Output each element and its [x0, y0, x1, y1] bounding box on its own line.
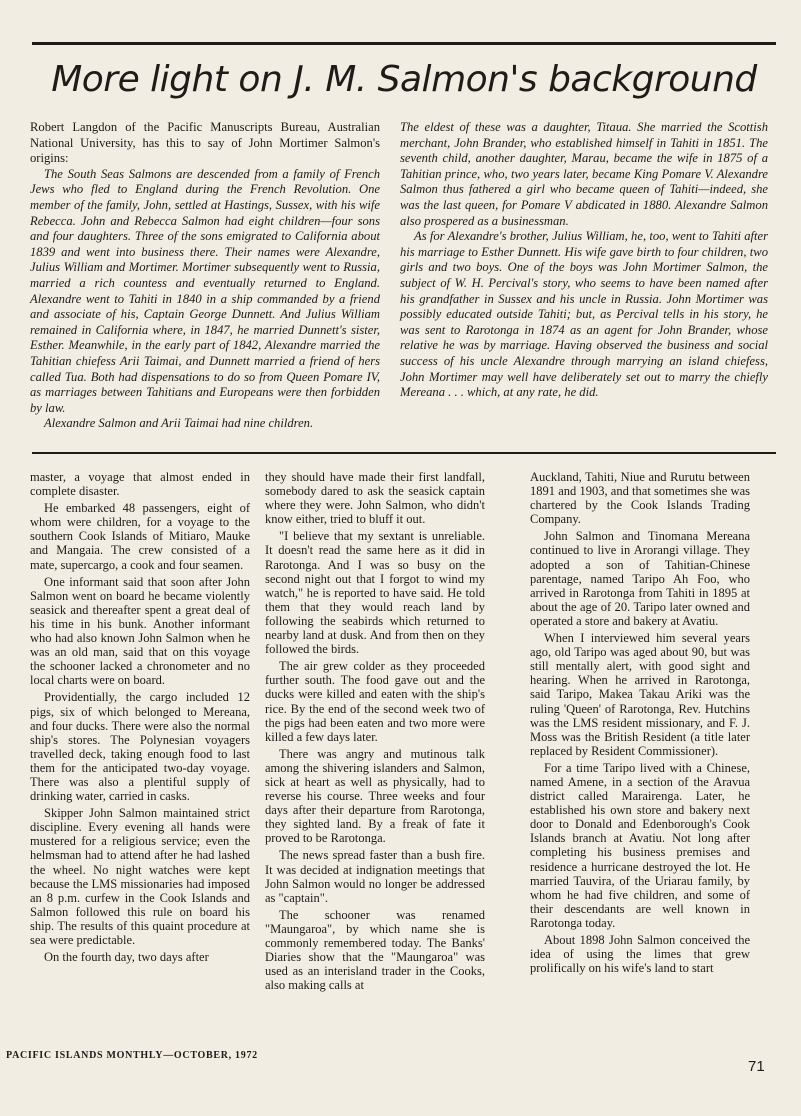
body-paragraph: The air grew colder as they proceeded further south. The food gave out and the ducks were killed and eaten with the ship's rice. By the end of the second week two of the pigs had been eaten and two more were killed a few days later. [265, 659, 485, 744]
body-paragraph: Providentially, the cargo included 12 pigs, six of which belonged to Mereana, and four ducks. There were also the normal ship's stores. The Polynesian voyagers travelled deck, taking enough food to last them for the anticipated two-day voyage. There was also a plentiful supply of drinking water, carried in casks. [30, 690, 250, 804]
intro-column-right [400, 120, 768, 401]
body-column-3 [530, 470, 750, 978]
body-paragraph: For a time Taripo lived with a Chinese, named Amene, in a section of the Aravua district called Marairenga. Later, he established his own store and bakery next door to Donald and Edenborough's Cook Islands branch at Avatiu. Not long after completing his business premises and residence a hurricane destroyed the lot. He married Tauvira, of the Uriarau family, by whom he had five children, and some of their descendants are well known in Rarotonga today. [530, 760, 750, 930]
body-paragraph: The schooner was renamed "Maungaroa", by which name she is commonly remembered today. The Banks' Diaries show that the "Maungaroa" was used as an interisland trader in the Cooks, also making calls at [265, 907, 485, 993]
article-headline: More light on J. M. Salmon's background [51, 59, 757, 100]
intro-paragraph: As for Alexandre's brother, Julius William, he, too, went to Tahiti after his marriage to Esther Dunnett. His wife gave birth to four children, two girls and two boys. One of the boys was John Mortimer Salmon, the subject of W. H. Percival's story, who seems to have been named after his grandfather in Sussex and his uncle in Russia. John Mortimer was possibly educated outside Tahiti; but, as Percival tells in his story, he was sent to Rarotonga in 1874 as an agent for John Brander, whose relative he was by marriage. Having observed the business and social success of his uncle Alexandre through marrying an island chiefess, John Mortimer may well have deliberately set out to marry the chiefly Mereana . . . which, at any rate, he did. [400, 229, 768, 400]
body-paragraph: Skipper John Salmon maintained strict discipline. Every evening all hands were mustered for a religious service; even the helmsman had to attend after he had lashed the wheel. No night watches were kept because the LMS missionaries had imposed an 8 p.m. curfew in the Cook Islands and Salmon followed this rule on board his ship. The results of this quaint procedure at sea were predictable. [30, 806, 250, 947]
body-paragraph: There was angry and mutinous talk among the shivering islanders and Salmon, sick at heart as well as physically, had to reverse his course. Three weeks and four days after their departure from Rarotonga, they sighted land. By a freak of fate it proved to be Rarotonga. [265, 746, 485, 846]
publication-footer: PACIFIC ISLANDS MONTHLY—OCTOBER, 1972 [6, 1050, 258, 1061]
body-paragraph: John Salmon and Tinomana Mereana continued to live in Arorangi village. They adopted a son of Tahitian-Chinese parentage, named Taripo Ah Foo, who arrived in Rarotonga from Tahiti in 1895 at about the age of 20. Taripo later owned and operated a store and bakery at Avatiu. [530, 529, 750, 628]
intro-paragraph: The eldest of these was a daughter, Titaua. She married the Scottish merchant, John Brander, who established himself in Tahiti in 1851. The seventh child, another daughter, Marau, became the wife in 1875 of a Tahitian prince, who, two years later, became King Pomare V. Alexandre Salmon thus fathered a girl who became queen of Tahiti—indeed, she was the last queen, for Pomare V abdicated in 1880. Alexandre Salmon also prospered as a businessman. [400, 120, 768, 228]
section-divider [32, 452, 776, 454]
body-paragraph: One informant said that soon after John Salmon went on board he became violently seasick and thereafter spent a great deal of his time in his bunk. Another informant who had also known John Salmon when he was an old man, said that on this voyage the schooner lacked a chronometer and no local charts were on board. [30, 574, 250, 688]
body-paragraph: master, a voyage that almost ended in complete disaster. [30, 470, 250, 499]
body-paragraph: Auckland, Tahiti, Niue and Rurutu between 1891 and 1903, and that sometimes she was chartered by the Cook Islands Trading Company. [530, 470, 750, 527]
body-paragraph: About 1898 John Salmon conceived the idea of using the limes that grew prolifically on his wife's land to start [530, 933, 750, 976]
page-number: 71 [748, 1058, 765, 1075]
body-paragraph: they should have made their first landfall, somebody dared to ask the seasick captain where they were. John Salmon, who didn't know either, tried to bluff it out. [265, 470, 485, 527]
body-paragraph: He embarked 48 passengers, eight of whom were children, for a voyage to the southern Cook Islands of Mitiaro, Mauke and Mangaia. The crew consisted of a mate, supercargo, a cook and four seamen. [30, 501, 250, 572]
body-paragraph: The news spread faster than a bush fire. It was decided at indignation meetings that John Salmon would no longer be addressed as "captain". [265, 848, 485, 905]
body-paragraph: When I interviewed him several years ago, old Taripo was aged about 90, but was still mentally alert, with good sight and hearing. When he arrived in Rarotonga, said Taripo, Makea Takau Ariki was the ruling 'Queen' of Rarotonga, Rev. Hutchins was the LMS resident missionary, and F. J. Moss was the British Resident (a title later replaced by Resident Commissioner). [530, 631, 750, 758]
intro-paragraph: The South Seas Salmons are descended from a family of French Jews who fled to England during the French Revolution. One member of the family, John, settled at Hastings, Sussex, with his wife Rebecca. John and Rebecca Salmon had eight children—four sons and four daughters. Three of the sons emigrated to California about 1839 and went into business there. Their names were Alexandre, Julius William and Mortimer. Mortimer subsequently went to Russia, married a rich countess and eventually returned to England. Alexandre went to Tahiti in 1840 in a ship commanded by a friend and associate of his, Captain George Dunnett. And Julius William remained in California where, in 1847, he married Dunnett's sister, Esther. Meanwhile, in the early part of 1842, Alexandre married the Tahitian chiefess Arii Taimai, and Dunnett married a friend of hers called Tua. Both had dispensations to do so from Queen Pomare IV, as marriages between Tahitians and Europeans were then forbidden by law. [30, 166, 380, 415]
top-rule [32, 42, 776, 45]
intro-paragraph: Robert Langdon of the Pacific Manuscripts Bureau, Australian National University, has this to say of John Mortimer Salmon's origins: [30, 120, 380, 166]
body-paragraph: "I believe that my sextant is unreliable. It doesn't read the same here as it did in Rarotonga. And I was so busy on the second night out that I forgot to wind my watch," he is reported to have said. He told them that they would reach land by following the seabirds which returned to nearby land at dusk. And from then on they followed the birds. [265, 529, 485, 657]
body-column-1 [30, 470, 250, 967]
body-paragraph: On the fourth day, two days after [44, 950, 209, 965]
intro-column-left [30, 120, 380, 432]
intro-paragraph: Alexandre Salmon and Arii Taimai had nine children. [44, 416, 314, 431]
body-column-2 [265, 470, 485, 995]
